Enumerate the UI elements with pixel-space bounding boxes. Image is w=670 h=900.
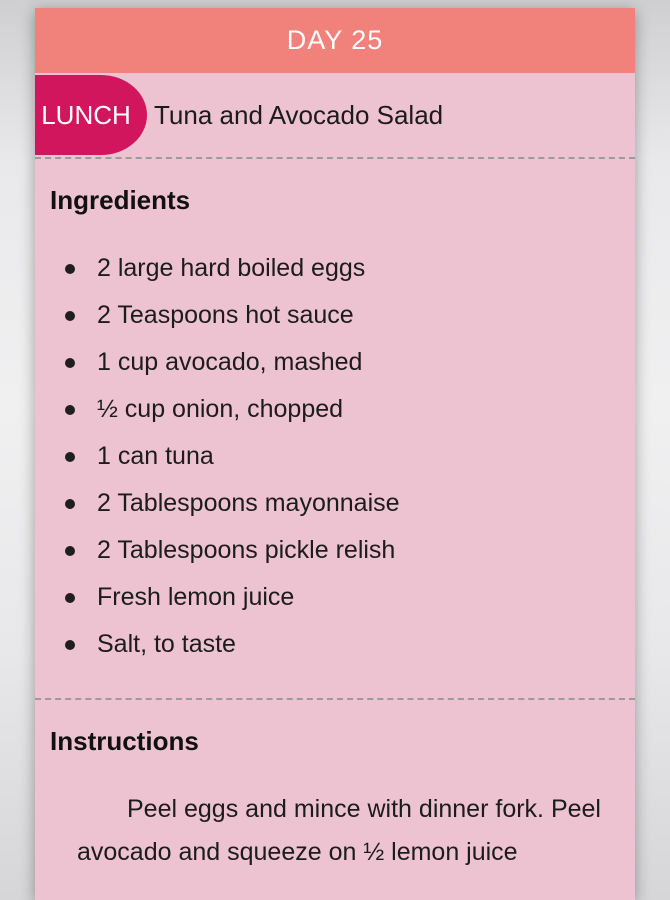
ingredient-text: 1 can tuna xyxy=(97,442,214,470)
ingredient-text: 1 cup avocado, mashed xyxy=(97,348,363,376)
list-item xyxy=(35,386,635,433)
bullet-icon xyxy=(65,264,75,274)
bullet-icon xyxy=(65,640,75,650)
bullet-icon xyxy=(65,452,75,462)
bullet-icon xyxy=(65,358,75,368)
ingredients-heading: Ingredients xyxy=(50,185,191,215)
ingredient-text: 2 Tablespoons pickle relish xyxy=(97,536,396,564)
day-header-bar xyxy=(35,8,635,73)
bullet-icon xyxy=(65,499,75,509)
ingredient-text: ½ cup onion, chopped xyxy=(97,395,344,423)
ingredient-text: Salt, to taste xyxy=(97,630,236,658)
ingredient-text: Fresh lemon juice xyxy=(97,583,295,611)
recipe-card xyxy=(35,8,635,900)
ingredient-text: 2 large hard boiled eggs xyxy=(97,254,366,282)
meal-title: Tuna and Avocado Salad xyxy=(154,99,444,130)
ingredient-list xyxy=(35,245,635,698)
bullet-icon xyxy=(65,311,75,321)
meal-type-badge[interactable] xyxy=(35,75,147,155)
meal-badge-label: LUNCH xyxy=(41,99,131,130)
list-item xyxy=(35,245,635,292)
bullet-icon xyxy=(65,405,75,415)
instructions-text: Peel eggs and mince with dinner fork. Peel avocado and squeeze on ½ lemon juice xyxy=(77,795,601,866)
bullet-icon xyxy=(65,546,75,556)
instructions-section xyxy=(35,726,635,874)
ingredient-text: 2 Tablespoons mayonnaise xyxy=(97,489,400,517)
bullet-icon xyxy=(65,593,75,603)
ingredient-text: 2 Teaspoons hot sauce xyxy=(97,301,354,329)
ingredients-section xyxy=(35,185,635,700)
list-item xyxy=(35,574,635,621)
list-item xyxy=(35,480,635,527)
list-item xyxy=(35,621,635,668)
list-item xyxy=(35,339,635,386)
list-item xyxy=(35,433,635,480)
instructions-heading: Instructions xyxy=(50,726,199,756)
list-item xyxy=(35,292,635,339)
day-title: DAY 25 xyxy=(286,25,384,55)
list-item xyxy=(35,527,635,574)
meal-row xyxy=(35,73,635,159)
